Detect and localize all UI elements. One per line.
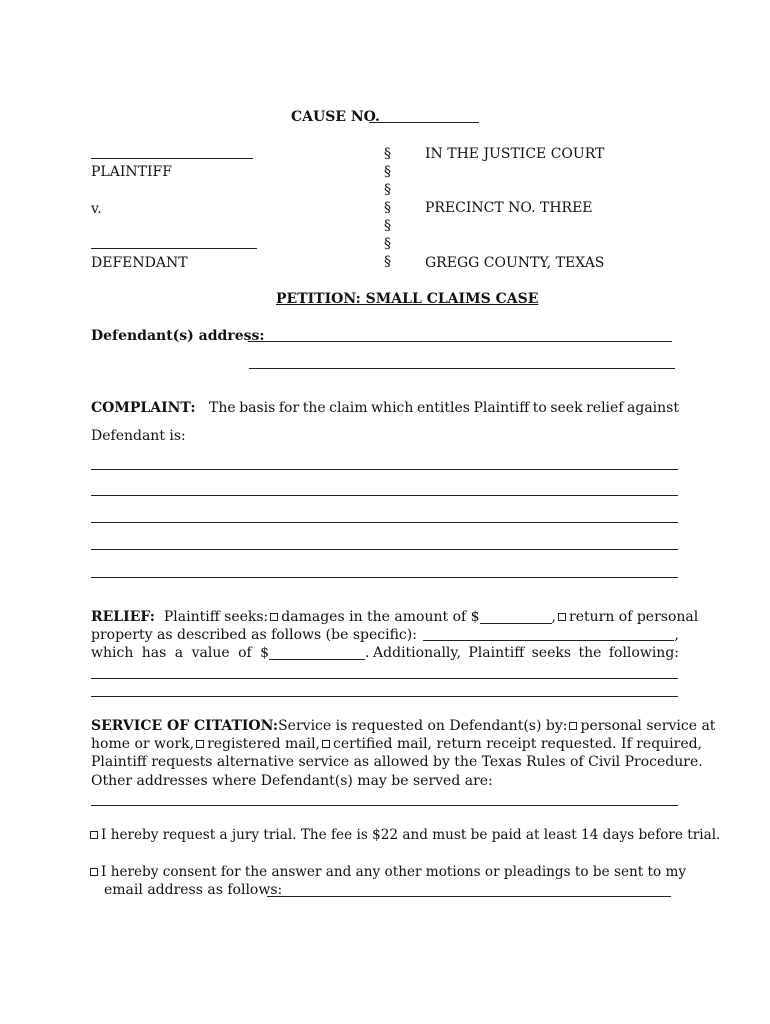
service-label: SERVICE OF CITATION: bbox=[91, 718, 279, 734]
certified-mail-checkbox[interactable] bbox=[322, 740, 330, 748]
relief-line-2: property as described as follows (be specific): , bbox=[91, 627, 679, 643]
relief-seeks: Plaintiff seeks: bbox=[163, 609, 269, 625]
complaint-word: to bbox=[532, 400, 547, 416]
complaint-line-2: Defendant is: bbox=[91, 428, 186, 444]
service-line-2 bbox=[91, 735, 703, 753]
additionally-label: Additionally, Plaintiff seeks the following: bbox=[373, 645, 679, 661]
damages-checkbox[interactable] bbox=[270, 613, 278, 621]
personal-service-label: personal service at bbox=[580, 718, 716, 734]
precinct-number: PRECINCT NO. THREE bbox=[425, 200, 593, 216]
relief-line-3: which has a value of $ . Additionally, Plaintiff seeks the following: bbox=[91, 645, 679, 661]
registered-mail-checkbox[interactable] bbox=[196, 740, 204, 748]
complaint-word: against bbox=[627, 400, 679, 416]
complaint-word: The bbox=[209, 400, 236, 416]
complaint-word: relief bbox=[586, 400, 624, 416]
other-addresses-field[interactable] bbox=[91, 805, 678, 806]
email-address-field[interactable] bbox=[267, 896, 671, 897]
section-symbol: § bbox=[384, 200, 391, 216]
email-address-label: email address as follows: bbox=[104, 882, 283, 898]
certified-mail-label: certified mail, return receipt requested. If required, bbox=[333, 736, 703, 752]
section-symbol: § bbox=[384, 254, 391, 270]
complaint-word: basis bbox=[239, 400, 276, 416]
section-symbol: § bbox=[384, 164, 391, 180]
complaint-field-3[interactable] bbox=[91, 522, 678, 523]
petition-title: PETITION: SMALL CLAIMS CASE bbox=[276, 291, 539, 307]
county-name: GREGG COUNTY, TEXAS bbox=[425, 255, 605, 271]
defendant-address-field-1[interactable] bbox=[248, 341, 672, 342]
personal-service-checkbox[interactable] bbox=[569, 722, 577, 730]
home-work-label: home or work, bbox=[91, 736, 195, 752]
jury-line bbox=[88, 826, 720, 844]
defendant-name-field[interactable] bbox=[91, 248, 257, 249]
other-addresses-label: Other addresses where Defendant(s) may be served are: bbox=[91, 773, 493, 789]
additional-relief-field-2[interactable] bbox=[91, 696, 678, 697]
return-property-label: return of personal bbox=[569, 609, 699, 625]
complaint-word: for bbox=[278, 400, 300, 416]
court-name: IN THE JUSTICE COURT bbox=[425, 146, 605, 162]
complaint-field-1[interactable] bbox=[91, 469, 678, 470]
complaint-field-2[interactable] bbox=[91, 495, 678, 496]
complaint-label: COMPLAINT: bbox=[91, 400, 196, 416]
section-symbol: § bbox=[384, 146, 391, 162]
additional-relief-field-1[interactable] bbox=[91, 678, 678, 679]
service-requested-label: Service is requested on Defendant(s) by: bbox=[278, 718, 568, 734]
relief-line-1: RELIEF: Plaintiff seeks: damages in the amount of $ , return of personal bbox=[91, 609, 699, 625]
cause-number-label: CAUSE NO. bbox=[291, 109, 380, 125]
complaint-word: entitles bbox=[416, 400, 470, 416]
section-symbol: § bbox=[384, 218, 391, 234]
complaint-word: Plaintiff bbox=[473, 400, 530, 416]
jury-trial-text: I hereby request a jury trial. The fee is $22 and must be paid at least 14 days before trial. bbox=[101, 827, 721, 843]
defendant-label: DEFENDANT bbox=[91, 255, 188, 271]
complaint-field-4[interactable] bbox=[91, 549, 678, 550]
alternative-service-text: Plaintiff requests alternative service as allowed by the Texas Rules of Civil Procedure. bbox=[91, 754, 703, 770]
complaint-word: the bbox=[302, 400, 326, 416]
jury-trial-checkbox[interactable] bbox=[90, 831, 98, 839]
section-symbol: § bbox=[384, 236, 391, 252]
email-consent-checkbox[interactable] bbox=[90, 868, 98, 876]
property-description-label: property as described as follows (be specific): bbox=[91, 627, 417, 643]
defendant-address-field-2[interactable] bbox=[249, 368, 675, 369]
service-line-1 bbox=[91, 717, 716, 735]
damages-label: damages in the amount of $ bbox=[281, 609, 480, 625]
relief-label: RELIEF: bbox=[91, 609, 155, 625]
property-value-label: which has a value of $ bbox=[91, 645, 270, 661]
return-property-checkbox[interactable] bbox=[558, 613, 566, 621]
versus-label: v. bbox=[91, 201, 102, 217]
complaint-word: seek bbox=[550, 400, 583, 416]
complaint-word: claim bbox=[329, 400, 368, 416]
consent-line bbox=[88, 863, 686, 881]
plaintiff-name-field[interactable] bbox=[91, 158, 253, 159]
damages-amount-field[interactable] bbox=[480, 609, 552, 624]
plaintiff-label: PLAINTIFF bbox=[91, 164, 172, 180]
property-description-field[interactable] bbox=[423, 626, 674, 641]
cause-number-field[interactable] bbox=[369, 122, 479, 123]
complaint-field-5[interactable] bbox=[91, 577, 678, 578]
property-value-field[interactable] bbox=[269, 645, 365, 660]
section-symbol: § bbox=[384, 182, 391, 198]
email-consent-text: I hereby consent for the answer and any other motions or pleadings to be sent to my bbox=[101, 864, 687, 880]
complaint-word: which bbox=[371, 400, 414, 416]
complaint-line-1 bbox=[91, 399, 679, 417]
registered-mail-label: registered mail, bbox=[207, 736, 321, 752]
defendant-address-label: Defendant(s) address: bbox=[91, 328, 265, 344]
